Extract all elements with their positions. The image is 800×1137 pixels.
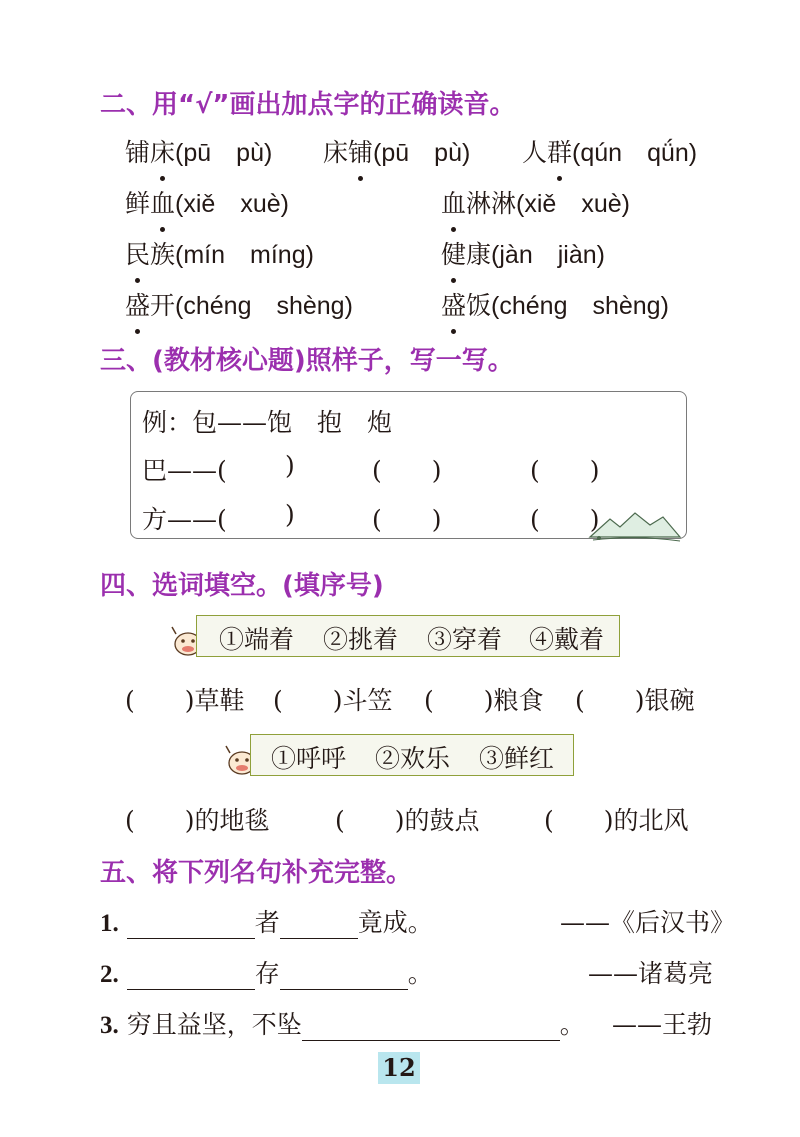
quote-source: ——王勃: [612, 1010, 713, 1039]
quote-source: ——诸葛亮: [588, 959, 714, 988]
pinyin-options[interactable]: (chéng shèng): [491, 292, 669, 320]
fill-item[interactable]: ( )斗笠: [273, 686, 393, 715]
section4-title-paren: (填序号): [282, 571, 384, 601]
quote-text: 存: [254, 959, 280, 988]
word-option: ③鲜红: [479, 744, 555, 773]
quote-text: 者: [254, 908, 280, 937]
example-line: 例：包——饱 抱 炮: [142, 408, 393, 437]
dotted-char: 群: [547, 133, 572, 169]
item-char: 床: [323, 138, 349, 167]
word-option: ①端着: [219, 625, 295, 654]
pinyin-options[interactable]: (pū pù): [175, 139, 273, 167]
quote-line-3: [100, 1005, 585, 1041]
pinyin-item-7: [441, 235, 605, 271]
item-char: 淋淋: [466, 189, 517, 218]
pinyin-options[interactable]: (jàn jiàn): [491, 241, 605, 269]
quote-text: 。: [559, 1010, 585, 1039]
dotted-char: 血: [441, 184, 466, 220]
pinyin-item-4: [125, 184, 289, 220]
section3-title: [100, 340, 514, 377]
pinyin-item-8: [125, 286, 353, 322]
page-number: 12: [378, 1052, 420, 1084]
mountain-decoration-icon: [585, 505, 685, 545]
row-ba-blank2[interactable]: ( ): [372, 456, 442, 485]
fill-item[interactable]: ( )的地毯: [125, 806, 270, 835]
dotted-char: 血: [150, 184, 175, 220]
section3-title-prefix: 三、: [100, 346, 153, 376]
dotted-char: 床: [150, 133, 175, 169]
pinyin-options[interactable]: (pū pù): [373, 139, 471, 167]
quote-line-2: [100, 954, 433, 990]
section2-title: 二、用“√”画出加点字的正确读音。: [100, 90, 516, 120]
quote-blank[interactable]: [280, 912, 358, 939]
dotted-char: 健: [441, 235, 466, 271]
pinyin-item-6: [125, 235, 314, 271]
item-char: 康: [466, 240, 492, 269]
fill-item[interactable]: ( )的北风: [544, 806, 689, 835]
quote-blank[interactable]: [302, 1014, 560, 1041]
pinyin-item-2: [323, 133, 470, 169]
word-box-1: [196, 615, 620, 657]
row-ba-blank3[interactable]: ( ): [530, 456, 600, 485]
section3-title-suffix: 照样子，写一写。: [305, 346, 514, 376]
item-char: 铺: [125, 138, 151, 167]
item-char: 人: [522, 138, 548, 167]
quote-source: ——《后汉书》: [560, 908, 736, 937]
pinyin-item-9: [441, 286, 669, 322]
row-fang-blank1-close[interactable]: ): [285, 500, 295, 529]
item-char: 鲜: [125, 189, 151, 218]
pinyin-item-3: [522, 133, 697, 169]
row-ba-blank1-close[interactable]: ): [285, 451, 295, 480]
quote-number: 2.: [100, 961, 119, 988]
row-ba-lead: 巴——(: [142, 456, 227, 485]
row-fang-lead: 方——(: [142, 505, 227, 534]
fill-item[interactable]: ( )草鞋: [125, 686, 245, 715]
pinyin-options[interactable]: (xiě xuè): [175, 190, 289, 218]
pinyin-item-5: [441, 184, 630, 220]
section5-title: 五、将下列名句补充完整。: [100, 858, 413, 888]
quote-line-1: [100, 903, 433, 939]
word-option: ③穿着: [427, 625, 503, 654]
word-box-2: [250, 734, 574, 776]
word-option: ①呼呼: [271, 744, 347, 773]
word-option: ②挑着: [323, 625, 399, 654]
dotted-char: 盛: [125, 286, 150, 322]
quote-blank[interactable]: [127, 912, 255, 939]
word-option: ②欢乐: [375, 744, 451, 773]
word-option: ④戴着: [529, 625, 605, 654]
fill-item[interactable]: ( )粮食: [424, 686, 544, 715]
item-char: 开: [150, 291, 176, 320]
section4-title-main: 四、选词填空。: [100, 571, 283, 601]
quote-text: 穷且益坚，不坠: [126, 1010, 302, 1039]
dotted-char: 铺: [348, 133, 373, 169]
dotted-char: 盛: [441, 286, 466, 322]
row-fang-blank2[interactable]: ( ): [372, 505, 442, 534]
pinyin-options[interactable]: (xiě xuè): [516, 190, 630, 218]
quote-blank[interactable]: [127, 963, 255, 990]
dotted-char: 民: [125, 235, 150, 271]
row-fang-blank3[interactable]: ( ): [530, 505, 600, 534]
item-char: 族: [150, 240, 176, 269]
item-char: 饭: [466, 291, 492, 320]
fill-item[interactable]: ( )的鼓点: [335, 806, 480, 835]
quote-blank[interactable]: [280, 963, 408, 990]
section3-title-paren: (教材核心题): [152, 346, 306, 376]
fill-item[interactable]: ( )银碗: [575, 686, 695, 715]
quote-number: 3.: [100, 1012, 119, 1039]
section4-title: [100, 565, 384, 602]
pinyin-options[interactable]: (mín míng): [175, 241, 314, 269]
pinyin-options[interactable]: (chéng shèng): [175, 292, 353, 320]
pinyin-options[interactable]: (qún qǘn): [572, 139, 698, 167]
quote-text: 。: [407, 959, 433, 988]
quote-text: 竟成。: [357, 908, 433, 937]
pinyin-item-1: [125, 133, 272, 169]
quote-number: 1.: [100, 910, 119, 937]
